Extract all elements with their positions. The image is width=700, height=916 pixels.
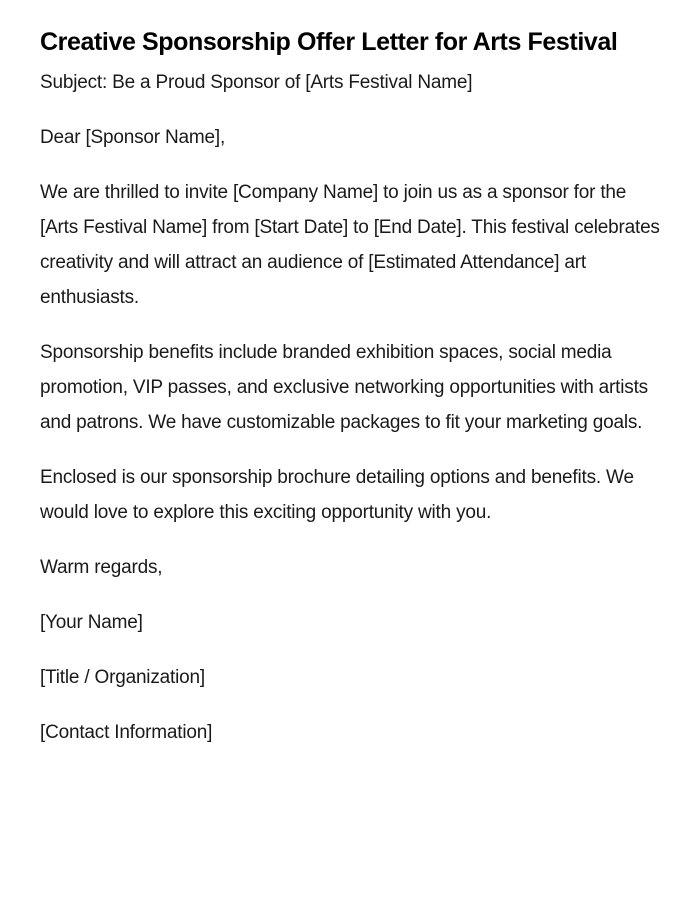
greeting: Dear [Sponsor Name], — [40, 127, 226, 148]
body-paragraph-invitation: We are thrilled to invite [Company Name] to join us as a sponsor for the [Arts Festival Name] from [Start Date] to [End Date]. This festival celebrates creativity and will attract an audience of [Estimated Attendance] art enthusiasts. — [40, 182, 660, 308]
body-paragraph-benefits: Sponsorship benefits include branded exhibition spaces, social media promotion, VIP passes, and exclusive networking opportunities with artists and patrons. We have customizable packages to fit your marketing goals. — [40, 342, 648, 433]
document-title: Creative Sponsorship Offer Letter for Arts Festival — [40, 28, 618, 56]
signature-name: [Your Name] — [40, 612, 143, 633]
closing: Warm regards, — [40, 557, 163, 578]
signature-contact: [Contact Information] — [40, 722, 213, 743]
subject-line: Subject: Be a Proud Sponsor of [Arts Festival Name] — [40, 72, 473, 93]
signature-title-organization: [Title / Organization] — [40, 667, 205, 688]
body-paragraph-enclosure: Enclosed is our sponsorship brochure detailing options and benefits. We would love to explore this exciting opportunity with you. — [40, 467, 634, 523]
